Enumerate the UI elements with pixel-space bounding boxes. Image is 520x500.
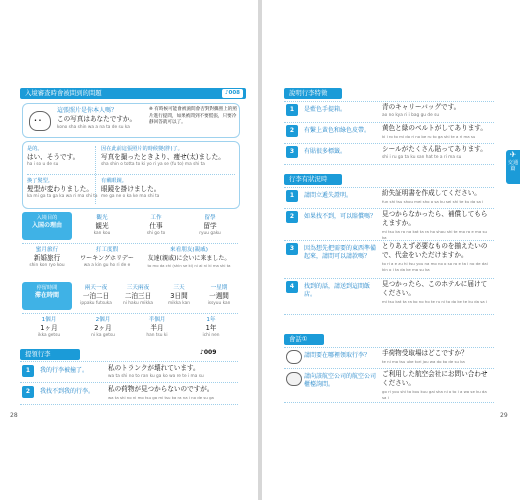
phrase-zh: 我的行李被撞了。 [40, 367, 89, 374]
stay-item: 一星期 一週間 issyuu kan [207, 285, 231, 306]
phrase-jp: 見つかったら、このホテルに届けてください。 [382, 280, 488, 297]
purpose-item: 觀光 観光 kan kou [93, 215, 111, 236]
cat-face-icon: • • [29, 111, 51, 131]
answer-item: 換了髮型。 髪型が変わりました。 ka mi ga ta ga ka wa ri ma shi ta [27, 178, 98, 199]
phrase-zh: 因為想先把需要的東西準備起來，請問可以請款嗎？ [304, 245, 377, 260]
answer-item: 因在此前這張照片的時候變(胖)了。 写真を撮ったときより、痩せ(太)ました。 sha shin o totta to ki yo ri ya se (fu to) ma shi ta [101, 146, 225, 167]
right-page [262, 0, 520, 500]
row-number: 2 [22, 386, 34, 398]
chapter-tab-transport[interactable]: ✈ 交通篇 [506, 150, 520, 184]
stay-item: 三天兩夜 二泊三日 ni haku mikka [123, 285, 153, 306]
stay-item: 2個月 2ヶ月 ni ka getsu [91, 317, 115, 338]
purpose-table [22, 212, 238, 272]
answer-item: 是的。 はい、そうです。 ha i so u de su [27, 146, 80, 167]
speaker-face-icon [286, 350, 302, 364]
section-header-problems: 行李有狀況時 [284, 174, 342, 185]
section-header-features: 說明行李特徵 [284, 88, 342, 99]
stay-item: 1年 1年 ichi nen [202, 317, 220, 338]
answers-box [22, 141, 240, 209]
row-number: 2 [286, 125, 298, 137]
question-romaji: kono sha shin wa a na ta de su ka [57, 125, 130, 130]
row-number: 4 [286, 281, 298, 293]
phrase-jp: 見つからなかったら、補償してもらえますか。 [382, 210, 488, 227]
question-zh: 這張照片是你本人嗎？ [57, 107, 118, 114]
row-number: 1 [286, 104, 298, 116]
purpose-item: 打工度假 ワーキングホリデー wa a kin gu ho ri de e [80, 247, 134, 268]
phrase-jp: 青のキャリーバッグです。 [382, 103, 461, 111]
phrase-romaji: go ri you shi ta kou kuu gai sha ni o to i a wa se ku da sa i [382, 389, 487, 400]
row-number: 2 [286, 211, 298, 223]
phrase-romaji: mi tsu kat ta ra ko no ho te ru ni to do ke te ku da sa i [382, 299, 487, 304]
question-tip: ※ 有時候可能會被詢問會否對對攜照上的照片進行提問，如果被問到不要慌張，只要冷靜回答就可以了。 [149, 107, 237, 125]
section-header-baggage: 提領行李 [20, 349, 80, 360]
phrase-romaji: wa ta shi no ni mo tsu ga mi tsu ka ra na i no de su ga [108, 395, 214, 400]
stay-label: 停留時間 滞在時間 [22, 282, 72, 310]
stay-item: 三天 3日間 mikka kan [167, 285, 191, 306]
section-header-conversation: 會話① [284, 334, 324, 345]
row-number: 1 [22, 365, 34, 377]
stay-item: 半個月 半月 han tsu ki [146, 317, 168, 338]
phrase-jp: 紛失証明書を作成してください。 [382, 189, 481, 197]
phrase-jp: ご利用した航空会社にお問い合わせください。 [382, 370, 488, 387]
phrase-zh: 找到的話，請送到這間飯店。 [304, 283, 371, 298]
purpose-label: 入境目的 入国の理由 [22, 212, 72, 240]
row-number: 1 [286, 190, 298, 202]
phrase-zh: 有貼很多標籤。 [304, 148, 347, 155]
phrase-zh: 請問立遞失證明。 [304, 192, 353, 199]
phrase-zh: 請問要在哪裡領取行李？ [304, 352, 371, 359]
section-header-entry [20, 88, 246, 99]
stay-table [22, 282, 238, 344]
purpose-item: 蜜月旅行 新婚旅行 shin kon ryo kou [29, 247, 65, 268]
audio-track-badge: ♪008 [222, 89, 243, 98]
phrase-zh: 請向該航空公司的航空公司櫃檯詢問。 [304, 373, 377, 388]
phrase-jp: シールがたくさん貼ってあります。 [382, 145, 487, 153]
purpose-item: 工作 仕事 shi go to [146, 215, 166, 236]
stay-item: 1個月 1ヶ月 ikka getsu [37, 317, 61, 338]
phrase-romaji: to ri a e zu hi tsu you na mo no o so ro e ta i no de dai kin o i ta da ke ma su ka [382, 261, 488, 272]
audio-track-badge: ♪009 [200, 349, 217, 356]
row-number: 3 [286, 243, 298, 255]
phrase-romaji: ao no kya ri i bag gu de su [382, 113, 440, 118]
phrase-romaji: wa ta shi no to ran ku ga ko wa re te i ma su [108, 374, 204, 379]
phrase-jp: とりあえず必要なものを揃えたいので、代金をいただけますか。 [382, 242, 488, 259]
phrase-zh: 有繫上黃色和綠色皮帶。 [304, 127, 371, 134]
phrase-jp: 黄色と緑のベルトがしてあります。 [382, 124, 487, 132]
phrase-romaji: te ni mo tsu uke tori jou wa do ko de su ka [382, 359, 465, 364]
stay-item: 兩天一夜 一泊二日 ippaku futsuka [80, 285, 112, 306]
phrase-jp: 私のトランクが壊れています。 [108, 364, 200, 372]
phrase-zh: 我找不到我的行李。 [40, 388, 95, 395]
page-number: 29 [500, 412, 508, 419]
phrase-romaji: mi tsu ka ra na kat ta ra ho shou shi te mo ra e ma su ka [382, 229, 487, 240]
row-number: 3 [286, 146, 298, 158]
purpose-item: 留學 留学 ryuu gaku [199, 215, 221, 236]
phrase-romaji: fun shi tsu shou mei sho o sa ku sei shi te ku da sa i [382, 199, 484, 204]
phrase-zh: 如果找不到，可以賠償嗎？ [304, 213, 377, 220]
phrase-zh: 是藍色手提箱。 [304, 106, 347, 113]
question-jp: この写真はあなたですか。 [57, 115, 137, 123]
question-box [22, 103, 240, 138]
answer-item: 有戴眼鏡。 眼鏡を掛けました。 me ga ne o ka ke ma shi ta [101, 178, 161, 199]
phrase-jp: 手荷物受取場はどこですか？ [382, 349, 468, 357]
staff-face-icon [286, 372, 302, 386]
airplane-icon: ✈ [509, 150, 517, 159]
left-page [0, 0, 258, 500]
phrase-romaji: shi i ru ga ta ku san hat te a ri ma su [382, 155, 462, 160]
purpose-item: 來看朋友(親戚) 友達(親戚)に会いに来ました。 to mo da chi (shin se ki) ni ai ni ki ma shi ta [147, 247, 231, 268]
page-number: 28 [10, 412, 18, 419]
section-title: 入境審查時會被問到的問題 [25, 89, 102, 97]
phrase-jp: 私の荷物が見つからないのですが。 [108, 385, 214, 393]
phrase-romaji: ki i ro to mi do ri no be ru to ga shi te a ri ma su [382, 134, 476, 139]
